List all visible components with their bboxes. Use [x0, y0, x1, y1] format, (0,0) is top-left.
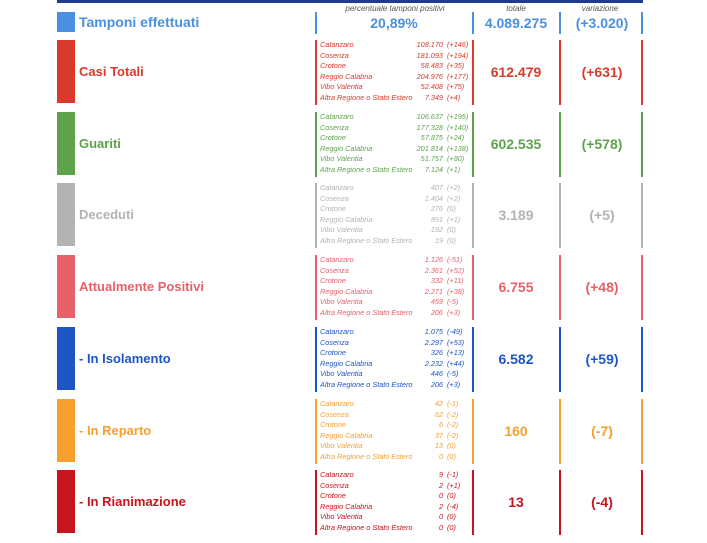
detail-label: Vibo Valentia	[320, 225, 363, 234]
total-divider	[472, 112, 474, 177]
detail-label: Cosenza	[320, 265, 349, 275]
detail-delta: (+4)	[447, 92, 461, 102]
detail-label: Cosenza	[320, 193, 349, 203]
detail-delta: (+52)	[447, 265, 465, 275]
total-divider	[472, 327, 474, 392]
total-divider	[472, 183, 474, 248]
detail-delta: (+2)	[447, 193, 461, 203]
detail-delta: (-5)	[447, 297, 459, 306]
detail-delta: (0)	[447, 451, 456, 461]
detail-delta: (+1)	[447, 214, 461, 224]
detail-label: Reggio Calabria	[320, 501, 373, 511]
detail-label: Crotone	[320, 420, 346, 429]
detail-value: 407	[430, 183, 443, 192]
in-isolamento-total-value: 6.582	[498, 351, 534, 367]
right-divider	[641, 40, 643, 105]
detail-value: 7.349	[424, 92, 443, 102]
detail-value: 0	[438, 451, 443, 461]
detail-divider	[315, 399, 317, 464]
detail-delta: (+194)	[447, 50, 469, 60]
detail-label: Crotone	[320, 133, 346, 142]
detail-delta: (0)	[447, 225, 456, 234]
detail-delta: (-1)	[447, 399, 459, 408]
tamponi-color-bar	[57, 12, 75, 32]
detail-delta: (-49)	[447, 327, 463, 336]
detail-value: 181.093	[416, 50, 443, 60]
detail-delta: (+2)	[447, 183, 461, 192]
detail-value: 2.232	[424, 358, 443, 368]
detail-label: Reggio Calabria	[320, 214, 373, 224]
detail-label: Altra Regione o Stato Estero	[320, 522, 413, 532]
detail-delta: (-2)	[447, 420, 459, 429]
detail-delta: (+1)	[447, 164, 461, 174]
attualmente-positivi-title: Attualmente Positivi	[79, 279, 204, 294]
right-divider	[641, 399, 643, 464]
casi-totali-variation-value: (+631)	[581, 64, 623, 80]
top-divider	[57, 0, 643, 3]
detail-delta: (-1)	[447, 470, 459, 479]
detail-value: 891	[430, 214, 443, 224]
in-isolamento-title: - In Isolamento	[79, 351, 171, 366]
tamponi-total-value: 4.089.275	[484, 15, 548, 31]
detail-value: 2	[438, 480, 443, 490]
attualmente-positivi-row	[57, 255, 647, 320]
detail-label: Catanzaro	[320, 183, 354, 192]
variation-divider	[559, 399, 561, 464]
tamponi-row	[57, 12, 647, 34]
variation-divider	[559, 255, 561, 320]
detail-value: 42	[434, 399, 443, 408]
total-divider	[472, 399, 474, 464]
variation-divider	[559, 183, 561, 248]
detail-label: Crotone	[320, 61, 346, 70]
detail-label: Catanzaro	[320, 399, 354, 408]
detail-delta: (+11)	[447, 276, 464, 285]
detail-value: 276	[430, 204, 443, 213]
detail-value: 51.757	[420, 154, 443, 163]
detail-delta: (+177)	[447, 71, 469, 81]
detail-value: 1.126	[424, 255, 443, 264]
detail-delta: (+38)	[447, 286, 465, 296]
right-divider	[641, 470, 643, 535]
detail-value: 7.124	[424, 164, 443, 174]
total-divider	[472, 470, 474, 535]
detail-label: Altra Regione o Stato Estero	[320, 451, 413, 461]
detail-value: 106.637	[416, 112, 443, 121]
tamponi-variation-value: (+3.020)	[575, 15, 629, 31]
detail-label: Altra Regione o Stato Estero	[320, 307, 413, 317]
detail-value: 459	[430, 297, 443, 306]
detail-value: 2.271	[424, 286, 443, 296]
detail-value: 0	[438, 522, 443, 532]
in-reparto-title: - In Reparto	[79, 423, 152, 438]
detail-label: Crotone	[320, 348, 346, 357]
detail-delta: (-2)	[447, 409, 459, 419]
detail-value: 6	[438, 420, 443, 429]
detail-delta: (-51)	[447, 255, 463, 264]
attualmente-positivi-color-bar	[57, 255, 75, 318]
detail-value: 201.814	[416, 143, 443, 153]
detail-delta: (+1)	[447, 480, 461, 490]
detail-delta: (+35)	[447, 61, 465, 70]
tamponi-total-divider	[472, 12, 474, 34]
detail-label: Catanzaro	[320, 255, 354, 264]
guariti-title: Guariti	[79, 136, 121, 151]
detail-delta: (0)	[447, 491, 456, 500]
header-total-label: totale	[506, 4, 526, 13]
detail-value: 9	[438, 470, 443, 479]
detail-value: 2.297	[424, 337, 443, 347]
detail-value: 0	[438, 512, 443, 521]
detail-value: 446	[430, 369, 443, 378]
detail-value: 13	[434, 441, 443, 450]
deceduti-row	[57, 183, 647, 248]
detail-value: 332	[430, 276, 443, 285]
in-reparto-variation-value: (-7)	[591, 423, 613, 439]
casi-totali-color-bar	[57, 40, 75, 103]
total-divider	[472, 255, 474, 320]
detail-delta: (+80)	[447, 154, 465, 163]
deceduti-variation-value: (+5)	[589, 207, 615, 223]
detail-label: Vibo Valentia	[320, 441, 363, 450]
detail-label: Cosenza	[320, 409, 349, 419]
variation-divider	[559, 40, 561, 105]
detail-label: Cosenza	[320, 122, 349, 132]
attualmente-positivi-total-value: 6.755	[498, 279, 534, 295]
detail-delta: (-5)	[447, 369, 459, 378]
casi-totali-row	[57, 40, 647, 105]
detail-value: 57.875	[420, 133, 443, 142]
in-isolamento-row	[57, 327, 647, 392]
detail-label: Crotone	[320, 204, 346, 213]
tamponi-var-divider	[559, 12, 561, 34]
detail-value: 58.483	[420, 61, 443, 70]
tamponi-perc-value: 20,89%	[370, 15, 418, 31]
detail-label: Reggio Calabria	[320, 71, 373, 81]
deceduti-title: Deceduti	[79, 207, 134, 222]
detail-delta: (+24)	[447, 133, 465, 142]
deceduti-total-value: 3.189	[498, 207, 534, 223]
casi-totali-title: Casi Totali	[79, 64, 144, 79]
detail-delta: (0)	[447, 204, 456, 213]
variation-divider	[559, 470, 561, 535]
detail-divider	[315, 112, 317, 177]
detail-delta: (+140)	[447, 122, 469, 132]
in-rianimazione-row	[57, 470, 647, 535]
in-isolamento-color-bar	[57, 327, 75, 390]
detail-delta: (0)	[447, 522, 456, 532]
detail-value: 326	[430, 348, 443, 357]
detail-value: 2.361	[424, 265, 443, 275]
in-reparto-color-bar	[57, 399, 75, 462]
detail-delta: (-2)	[447, 430, 459, 440]
in-reparto-total-value: 160	[504, 423, 528, 439]
detail-delta: (+53)	[447, 337, 465, 347]
detail-value: 62	[434, 409, 443, 419]
detail-label: Cosenza	[320, 337, 349, 347]
detail-divider	[315, 40, 317, 105]
detail-label: Reggio Calabria	[320, 286, 373, 296]
variation-divider	[559, 327, 561, 392]
detail-value: 1.404	[424, 193, 443, 203]
header-perc-label: percentuale tamponi positivi	[345, 4, 445, 13]
detail-label: Vibo Valentia	[320, 297, 363, 306]
detail-delta: (0)	[447, 235, 456, 245]
detail-label: Vibo Valentia	[320, 82, 363, 91]
guariti-color-bar	[57, 112, 75, 175]
detail-value: 2	[438, 501, 443, 511]
detail-label: Altra Regione o Stato Estero	[320, 92, 413, 102]
detail-value: 37	[434, 430, 443, 440]
detail-delta: (+75)	[447, 82, 465, 91]
detail-divider	[315, 327, 317, 392]
detail-label: Crotone	[320, 491, 346, 500]
in-isolamento-variation-value: (+59)	[585, 351, 619, 367]
detail-label: Cosenza	[320, 480, 349, 490]
detail-delta: (0)	[447, 441, 456, 450]
detail-value: 1.075	[424, 327, 443, 336]
detail-value: 19	[434, 235, 443, 245]
detail-value: 52.408	[420, 82, 443, 91]
casi-totali-total-value: 612.479	[490, 64, 542, 80]
guariti-row	[57, 112, 647, 177]
detail-label: Catanzaro	[320, 112, 354, 121]
detail-label: Reggio Calabria	[320, 430, 373, 440]
detail-label: Cosenza	[320, 50, 349, 60]
tamponi-perc-divider	[315, 12, 317, 34]
detail-delta: (-4)	[447, 501, 459, 511]
detail-label: Altra Regione o Stato Estero	[320, 164, 413, 174]
detail-delta: (+195)	[447, 112, 469, 121]
detail-label: Reggio Calabria	[320, 143, 373, 153]
detail-delta: (+138)	[447, 143, 469, 153]
detail-label: Vibo Valentia	[320, 369, 363, 378]
detail-delta: (+3)	[447, 379, 461, 389]
right-divider	[641, 112, 643, 177]
detail-value: 177.328	[416, 122, 443, 132]
detail-value: 0	[438, 491, 443, 500]
tamponi-right-divider	[641, 12, 643, 34]
right-divider	[641, 183, 643, 248]
detail-value: 204.976	[416, 71, 443, 81]
detail-value: 206	[430, 307, 443, 317]
detail-delta: (+13)	[447, 348, 465, 357]
tamponi-title: Tamponi effettuati	[79, 14, 200, 30]
guariti-total-value: 602.535	[490, 136, 542, 152]
detail-label: Catanzaro	[320, 40, 354, 49]
detail-label: Catanzaro	[320, 327, 354, 336]
detail-value: 108.170	[416, 40, 443, 49]
right-divider	[641, 255, 643, 320]
detail-label: Altra Regione o Stato Estero	[320, 379, 413, 389]
in-reparto-row	[57, 399, 647, 464]
detail-label: Catanzaro	[320, 470, 354, 479]
detail-label: Vibo Valentia	[320, 154, 363, 163]
detail-divider	[315, 255, 317, 320]
detail-value: 192	[430, 225, 443, 234]
detail-label: Crotone	[320, 276, 346, 285]
in-rianimazione-color-bar	[57, 470, 75, 533]
total-divider	[472, 40, 474, 105]
header-var-label: variazione	[581, 4, 619, 13]
detail-divider	[315, 183, 317, 248]
detail-value: 206	[430, 379, 443, 389]
guariti-variation-value: (+578)	[581, 136, 623, 152]
detail-delta: (0)	[447, 512, 456, 521]
in-rianimazione-total-value: 13	[508, 494, 524, 510]
in-rianimazione-title: - In Rianimazione	[79, 494, 186, 509]
right-divider	[641, 327, 643, 392]
detail-label: Vibo Valentia	[320, 512, 363, 521]
detail-label: Reggio Calabria	[320, 358, 373, 368]
detail-label: Altra Regione o Stato Estero	[320, 235, 413, 245]
detail-delta: (+44)	[447, 358, 465, 368]
variation-divider	[559, 112, 561, 177]
detail-delta: (+146)	[447, 40, 469, 49]
deceduti-color-bar	[57, 183, 75, 246]
in-rianimazione-variation-value: (-4)	[591, 494, 613, 510]
detail-delta: (+3)	[447, 307, 461, 317]
detail-divider	[315, 470, 317, 535]
attualmente-positivi-variation-value: (+48)	[585, 279, 619, 295]
